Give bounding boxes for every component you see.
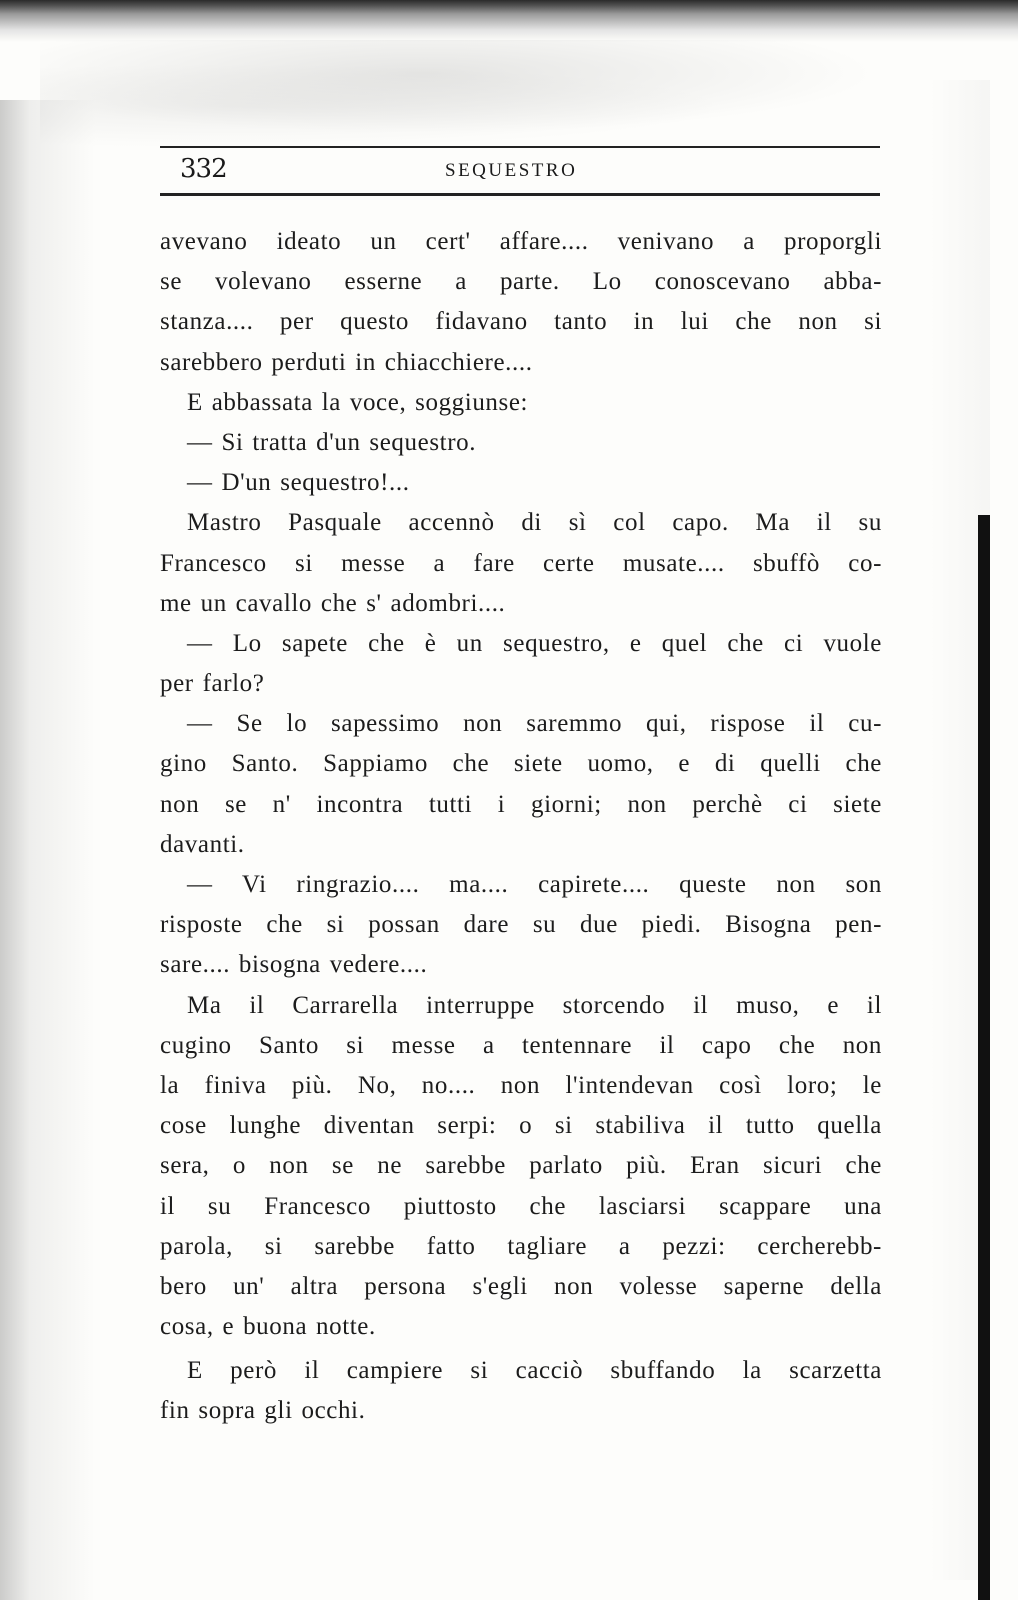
text-line: la finiva più. No, no.... non l'intendevan così loro; le (160, 1071, 882, 1099)
text-line: davanti. (160, 830, 245, 858)
header-rule-bottom (160, 193, 880, 196)
header-rule-top (160, 146, 880, 148)
text-line: sarebbero perduti in chiacchiere.... (160, 348, 533, 376)
scan-edge-bar (978, 515, 990, 1600)
text-line: me un cavallo che s' adombri.... (160, 589, 506, 617)
text-line: bero un' altra persona s'egli non volesse saperne della (160, 1272, 882, 1300)
text-line: risposte che si possan dare su due piedi. Bisogna pen- (160, 911, 882, 939)
text-line: cose lunghe diventan serpi: o si stabiliva il tutto quella (160, 1112, 882, 1140)
text-line: — D'un sequestro!... (187, 469, 410, 497)
text-line: il su Francesco piuttosto che lasciarsi scappare una (160, 1192, 882, 1220)
text-line: sare.... bisogna vedere.... (160, 951, 428, 979)
text-line: — Lo sapete che è un sequestro, e quel che ci vuole (187, 629, 882, 657)
text-line: — Si tratta d'un sequestro. (187, 428, 477, 456)
text-line: fin sopra gli occhi. (160, 1397, 366, 1425)
text-line: E abbassata la voce, soggiunse: (187, 388, 529, 416)
text-line: — Se lo sapessimo non saremmo qui, rispose il cu- (187, 710, 882, 738)
text-line: gino Santo. Sappiamo che siete uomo, e di quelli che (160, 750, 882, 778)
text-line: cosa, e buona notte. (160, 1313, 376, 1341)
text-line: Mastro Pasquale accennò di sì col capo. Ma il su (187, 509, 882, 537)
text-line: Francesco si messe a fare certe musate.... sbuffò co- (160, 549, 882, 577)
text-line: per farlo? (160, 670, 265, 698)
page-number: 332 (180, 154, 227, 184)
text-line: cugino Santo si messe a tentennare il capo che non (160, 1031, 882, 1059)
text-line: non se n' incontra tutti i giorni; non perchè ci siete (160, 790, 882, 818)
text-line: — Vi ringrazio.... ma.... capirete.... queste non son (187, 871, 882, 898)
text-line: sera, o non se ne sarebbe parlato più. Eran sicuri che (160, 1152, 882, 1180)
text-line: avevano ideato un cert' affare.... venivano a proporgli (160, 228, 882, 255)
running-title: SEQUESTRO (445, 160, 578, 181)
scan-speckle-top (40, 40, 1000, 150)
body-text (160, 222, 882, 1432)
text-line: Ma il Carrarella interruppe storcendo il muso, e il (187, 991, 882, 1019)
text-line: parola, si sarebbe fatto tagliare a pezzi: cercherebb- (160, 1232, 882, 1260)
text-line: E però il campiere si cacciò sbuffando la scarzetta (187, 1357, 882, 1385)
scan-shadow-top (0, 0, 1018, 42)
text-line: stanza.... per questo fidavano tanto in lui che non si (160, 308, 882, 336)
scan-shadow-left (0, 100, 95, 1600)
text-line: se volevano esserne a parte. Lo conoscevano abba- (160, 268, 882, 296)
